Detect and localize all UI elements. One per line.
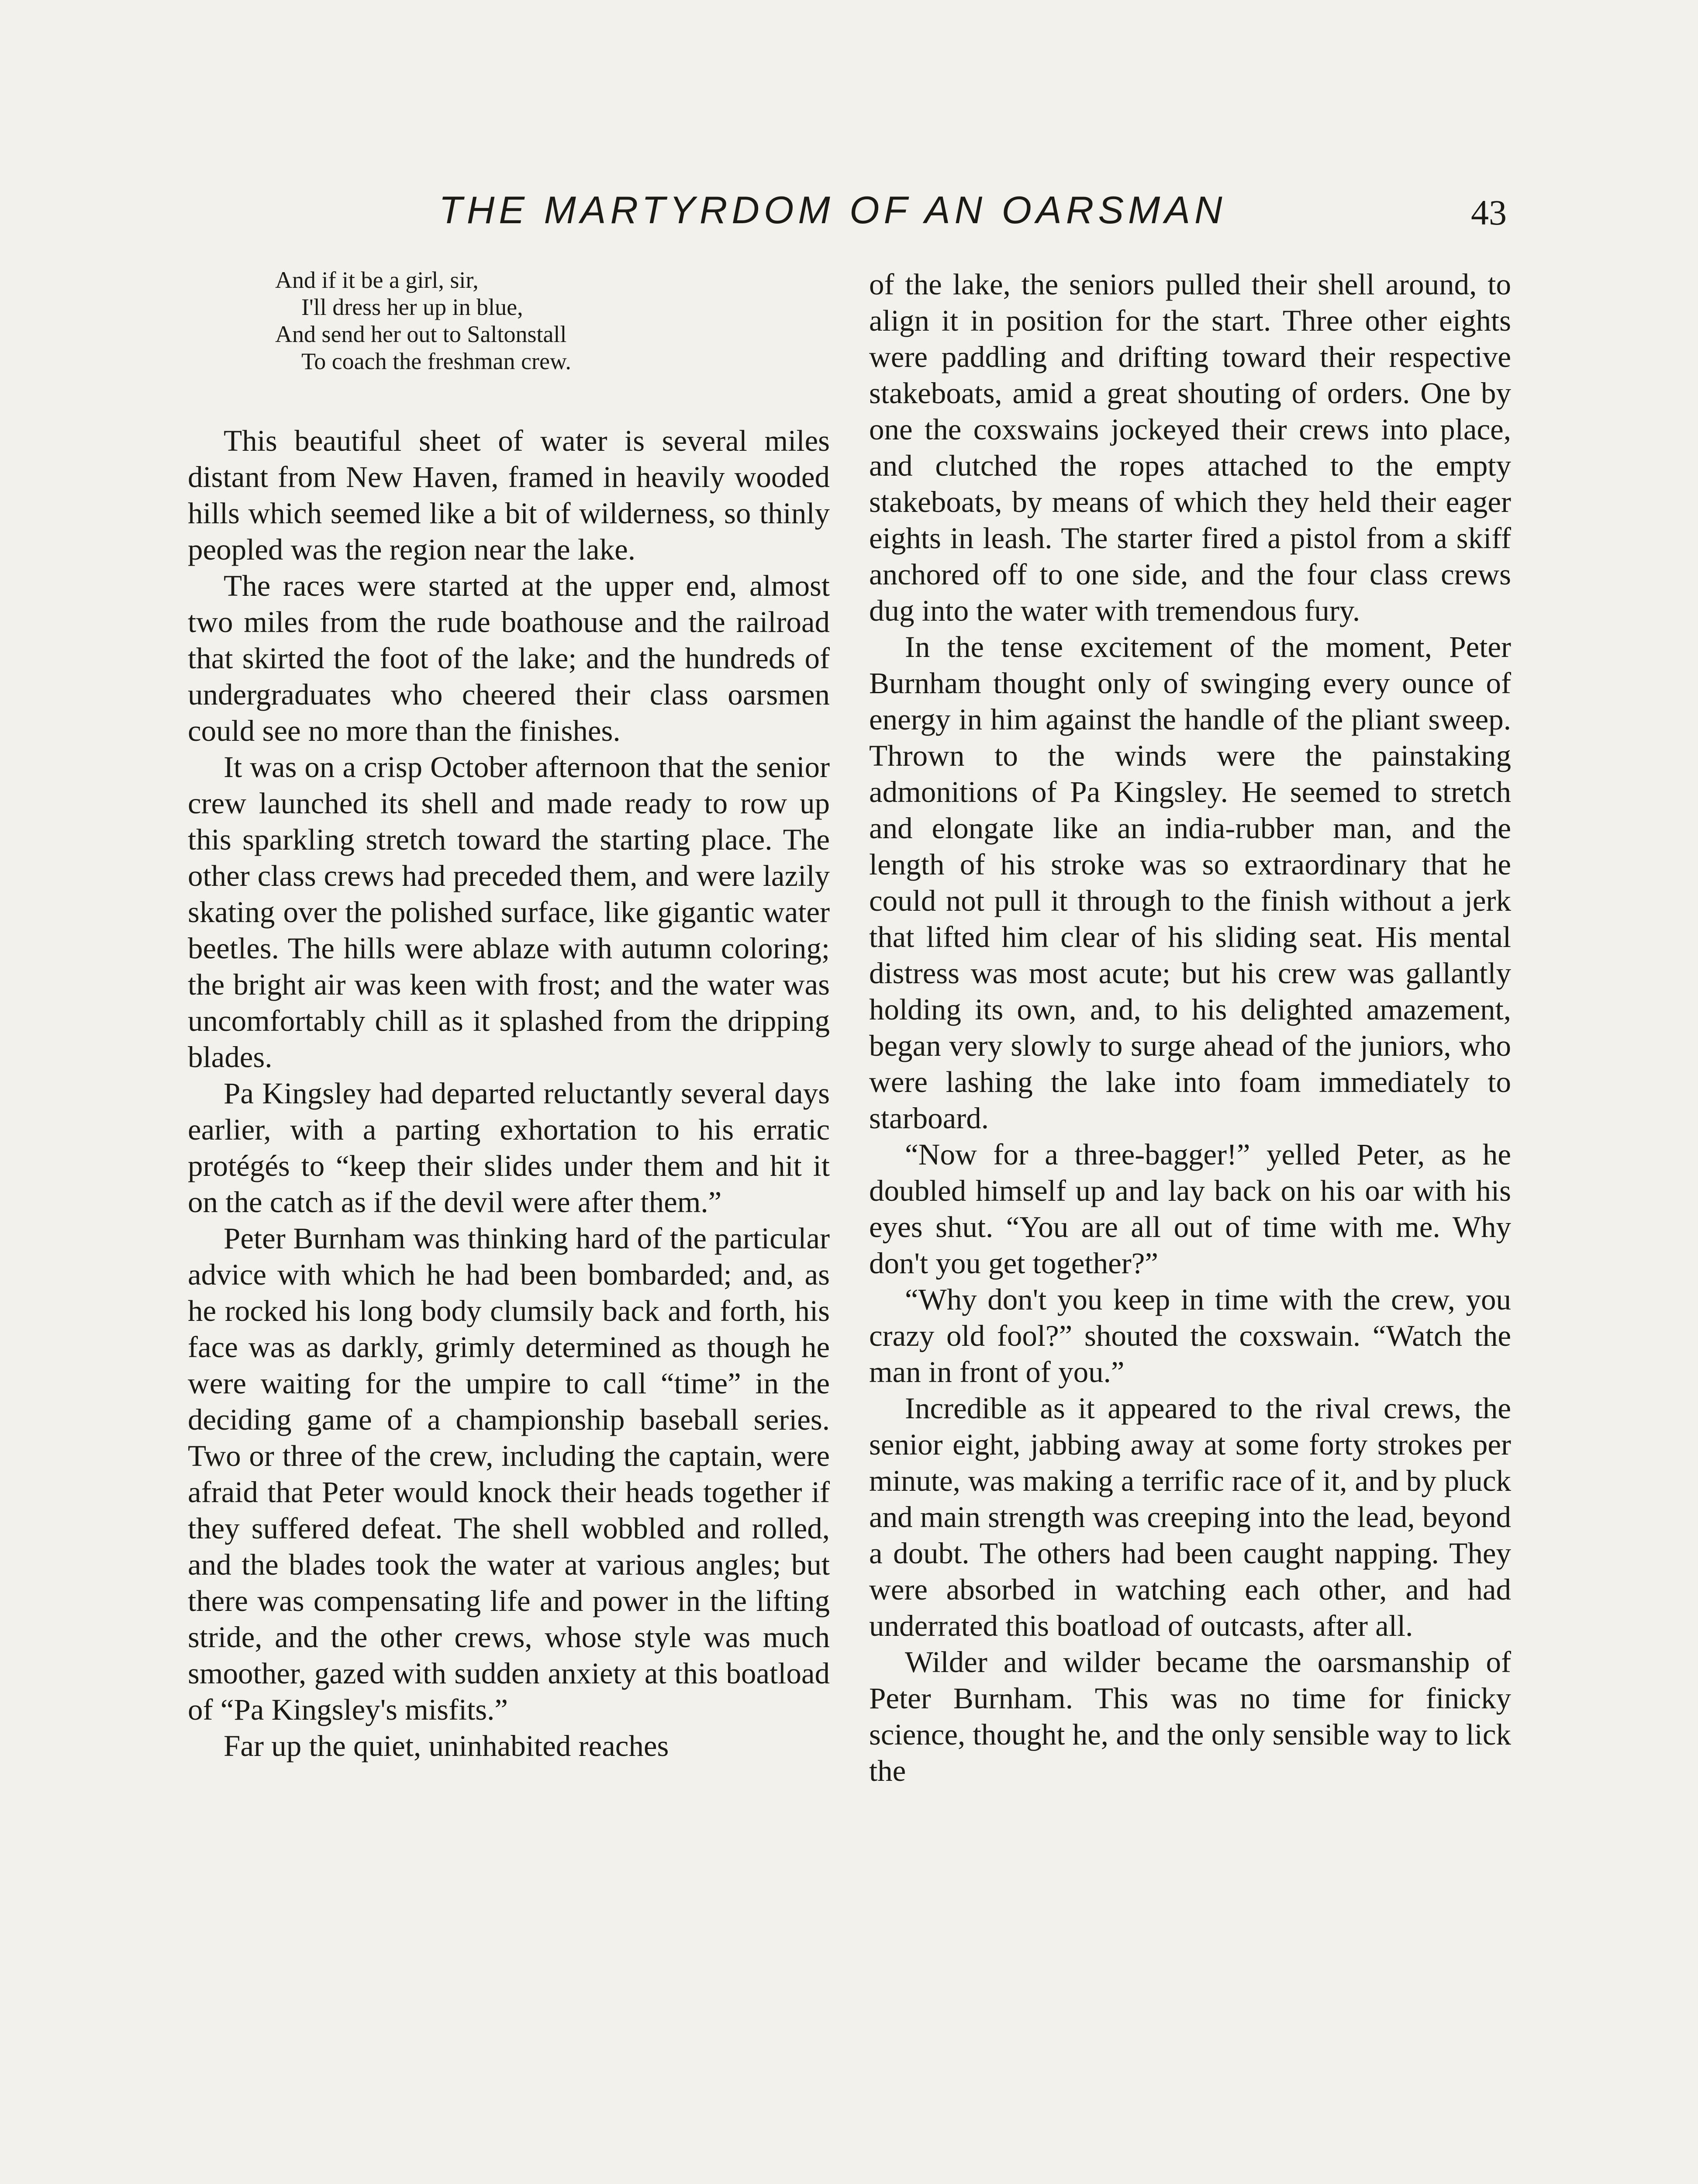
right-column — [869, 266, 1511, 1789]
page-header — [188, 188, 1507, 245]
paragraph: In the tense excitement of the moment, Peter Burnham thought only of swinging every ounce of energy in him against the handle of the pliant sweep. Thrown to the winds were the painstaking admonitions of Pa Kingsley. He seemed to stretch and elongate like an india-rubber man, and the length of his stroke was so extraordinary that he could not pull it through to the finish without a jerk that lifted him clear of his sliding seat. His mental distress was most acute; but his crew was gallantly holding its own, and, to his delighted amazement, began very slowly to surge ahead of the juniors, who were lashing the lake into foam immediately to starboard. — [869, 630, 1511, 1135]
paragraph: “Why don't you keep in time with the crew, you crazy old fool?” shouted the coxswain. “Watch the man in front of you.” — [869, 1283, 1511, 1389]
paragraph: Wilder and wilder became the oarsmanship of Peter Burnham. This was no time for finicky science, thought he, and the only sensible way to lick the — [869, 1645, 1511, 1787]
paragraph: of the lake, the seniors pulled their shell around, to align it in position for the start. Three other eights were paddling and drifting toward their respective stakeboats, amid a great shouting of orders. One by one the coxswains jockeyed their crews into place, and clutched the ropes attached to the empty stakeboats, by means of which they held their eager eights in leash. The starter fired a pistol from a skiff anchored off to one side, and the four class crews dug into the water with tremendous fury. — [869, 268, 1511, 627]
page-number: 43 — [1471, 193, 1507, 232]
paragraph: Incredible as it appeared to the rival crews, the senior eight, jabbing away at some forty strokes per minute, was making a terrific race of it, and by pluck and main strength was creeping into the lead, beyond a doubt. The others had been caught napping. They were absorbed in watching each other, and had underrated this boatload of outcasts, after all. — [869, 1392, 1511, 1642]
paragraph: Pa Kingsley had departed reluctantly several days earlier, with a parting exhortation to his erratic protégés to “keep their slides under them and hit it on the catch as if the devil were after them.” — [188, 1077, 830, 1219]
paragraph: The races were started at the upper end, almost two miles from the rude boathouse and the railroad that skirted the foot of the lake; and the hundreds of undergraduates who cheered their class oarsmen could see no more than the finishes. — [188, 569, 830, 747]
poem-line: To coach the freshman crew. — [301, 348, 571, 374]
left-column — [188, 266, 830, 1764]
poem-line: And send her out to Saltonstall — [275, 321, 567, 347]
poem-stanza — [275, 266, 830, 375]
poem-line: And if it be a girl, sir, — [275, 267, 479, 293]
paragraph: “Now for a three-bagger!” yelled Peter, as he doubled himself up and lay back on his oar with his eyes shut. “You are all out of time with me. Why don't you get together?” — [869, 1138, 1511, 1280]
running-title: THE MARTYRDOM OF AN OARSMAN — [439, 188, 1227, 232]
paragraph: It was on a crisp October afternoon that the senior crew launched its shell and made ready to row up this sparkling stretch toward the starting place. The other class crews had preceded them, and were lazily skating over the polished surface, like gigantic water beetles. The hills were ablaze with autumn coloring; the bright air was keen with frost; and the water was uncomfortably chill as it splashed from the dripping blades. — [188, 750, 830, 1074]
paragraph: This beautiful sheet of water is several miles distant from New Haven, framed in heavily wooded hills which seemed like a bit of wilderness, so thinly peopled was the region near the lake. — [188, 424, 830, 566]
paragraph: Far up the quiet, uninhabited reaches — [224, 1729, 669, 1762]
poem-line: I'll dress her up in blue, — [301, 294, 523, 320]
paragraph: Peter Burnham was thinking hard of the particular advice with which he had been bombarded; and, as he rocked his long body clumsily back and forth, his face was as darkly, grimly determined as though he were waiting for the umpire to call “time” in the deciding game of a championship baseball series. Two or three of the crew, including the captain, were afraid that Peter would knock their heads together if they suffered defeat. The shell wobbled and rolled, and the blades took the water at various angles; but there was compensating life and power in the lifting stride, and the other crews, whose style was much smoother, gazed with sudden anxiety at this boatload of “Pa Kingsley's misfits.” — [188, 1222, 830, 1726]
